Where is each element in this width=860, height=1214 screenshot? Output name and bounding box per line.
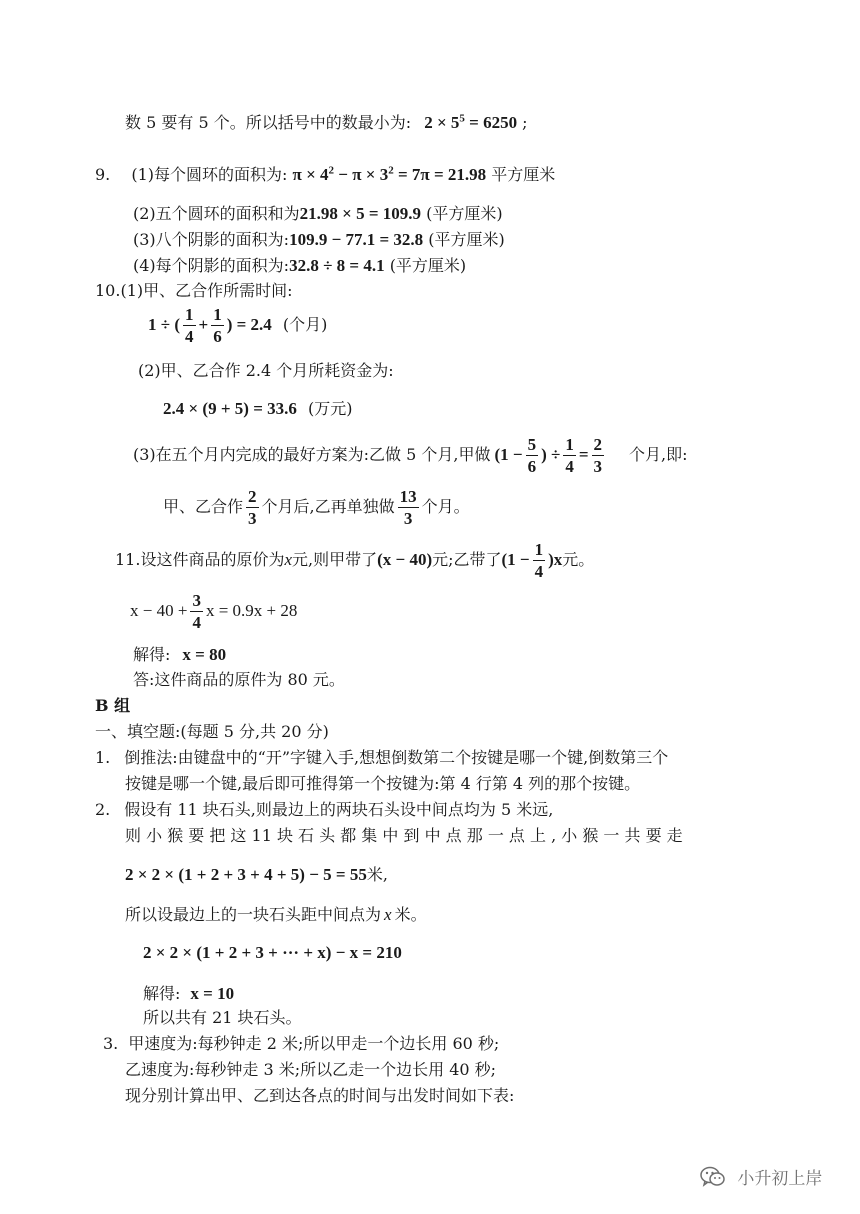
p10-line-2: (2)甲、乙合作 2.4 个月所耗资金为: — [138, 361, 394, 380]
p10-line-3: (3)在五个月内完成的最好方案为:乙做 5 个月,甲做 (1 − $\frac{5}{6}$ ) ÷ $\frac{1}{4}$ = $\frac{2}{3}$ 个月,即: — [133, 435, 688, 476]
p11-equation: x − 40 + $\frac{3}{4}$ x = 0.9x + 28 — [130, 591, 298, 632]
b-q2-answer: 所以共有 21 块石头。 — [143, 1008, 302, 1027]
fraction: $\frac{2}{3}$ — [248, 487, 257, 528]
p9-line-3: (3)八个阴影的面积为:109.9 − 77.1 = 32.8 (平方厘米) — [133, 230, 505, 249]
fraction: $\frac{3}{4}$ — [192, 591, 201, 632]
b-q2-equation-1: 2 × 2 × (1 + 2 + 3 + 4 + 5) − 5 = 55米, — [125, 865, 388, 884]
fraction: $\frac{13}{3}$ — [399, 487, 417, 528]
wechat-icon — [700, 1166, 726, 1193]
fraction: $\frac{1}{4}$ — [565, 435, 574, 476]
b-q2-line-3: 所以设最边上的一块石头距中间点为 x 米。 — [125, 905, 427, 924]
p8-expression: $2 \times 5^5 = 6250$ — [424, 112, 518, 132]
group-b-title: B 组 — [95, 696, 131, 715]
p10-equation-2: 2.4 × (9 + 5) = 33.6 (万元) — [163, 399, 353, 418]
p11-solution: 解得: x = 80 — [133, 645, 227, 664]
p9-line-4: (4)每个阴影的面积为:32.8 ÷ 8 = 4.1 (平方厘米) — [133, 256, 467, 275]
b-q2-line-1: 2. 假设有 11 块石头,则最边上的两块石头设中间点均为 5 米远, — [95, 800, 554, 819]
p11-line-1: 11.设这件商品的原价为x元,则甲带了(x − 40)元;乙带了(1 − $\frac{1}{4}$ )x元。 — [115, 540, 595, 581]
b-q3-line-3: 现分别计算出甲、乙到达各点的时间与出发时间如下表: — [125, 1086, 515, 1105]
b-q1-line-1: 1. 倒推法:由键盘中的“开”字键入手,想想倒数第二个按键是哪一个键,倒数第三个 — [95, 748, 669, 767]
fraction: $\frac{1}{4}$ — [534, 540, 544, 581]
b-q2-line-2: 则 小 猴 要 把 这 11 块 石 头 都 集 中 到 中 点 那 一 点 上 , 小 猴 一 共 要 走 — [125, 826, 683, 845]
p11-answer: 答:这件商品的原件为 80 元。 — [133, 670, 345, 689]
b-q2-equation-2: 2 × 2 × (1 + 2 + 3 + ··· + x) − x = 210 — [143, 943, 402, 962]
p9-expr-1: $\pi \times 4^2 - \pi \times 3^2 = 7\pi = 21.98$ — [292, 164, 487, 184]
b-q2-solution: 解得: x = 10 — [143, 984, 235, 1003]
p9-line-2: (2)五个圆环的面积和为21.98 × 5 = 109.9 (平方厘米) — [133, 204, 503, 223]
b-q3-line-2: 乙速度为:每秒钟走 3 米;所以乙走一个边长用 40 秒; — [125, 1060, 497, 1079]
b-q3-line-1: 3. 甲速度为:每秒钟走 2 米;所以甲走一个边长用 60 秒; — [103, 1034, 500, 1053]
p10-line-4: 甲、乙合作 $\frac{2}{3}$ 个月后,乙再单独做 $\frac{13}{3}$ 个月。 — [163, 487, 470, 528]
section-heading: 一、填空题:(每题 5 分,共 20 分) — [95, 722, 329, 741]
p8-line: 数 5 要有 5 个。所以括号中的数最小为: $2 \times 5^5 = 6250$ ; — [125, 112, 528, 132]
p9-line-1: 9. (1)每个圆环的面积为: $\pi \times 4^2 - \pi \times 3^2 = 7\pi = 21.98$ 平方厘米 — [95, 164, 556, 184]
p10-equation-1: 1 ÷ ( $\frac{1}{4}$ + $\frac{1}{6}$ ) = 2.4 (个月) — [148, 305, 328, 346]
b-q1-line-2: 按键是哪一个键,最后即可推得第一个按键为:第 4 行第 4 列的那个按键。 — [125, 774, 641, 793]
fraction: $\frac{1}{6}$ — [213, 305, 222, 346]
p10-line-1: 10.(1)甲、乙合作所需时间: — [95, 281, 293, 300]
fraction: $\frac{5}{6}$ — [527, 435, 537, 476]
watermark: 小升初上岸 — [700, 1164, 822, 1193]
fraction: $\frac{2}{3}$ — [593, 435, 603, 476]
fraction: $\frac{1}{4}$ — [185, 305, 194, 346]
